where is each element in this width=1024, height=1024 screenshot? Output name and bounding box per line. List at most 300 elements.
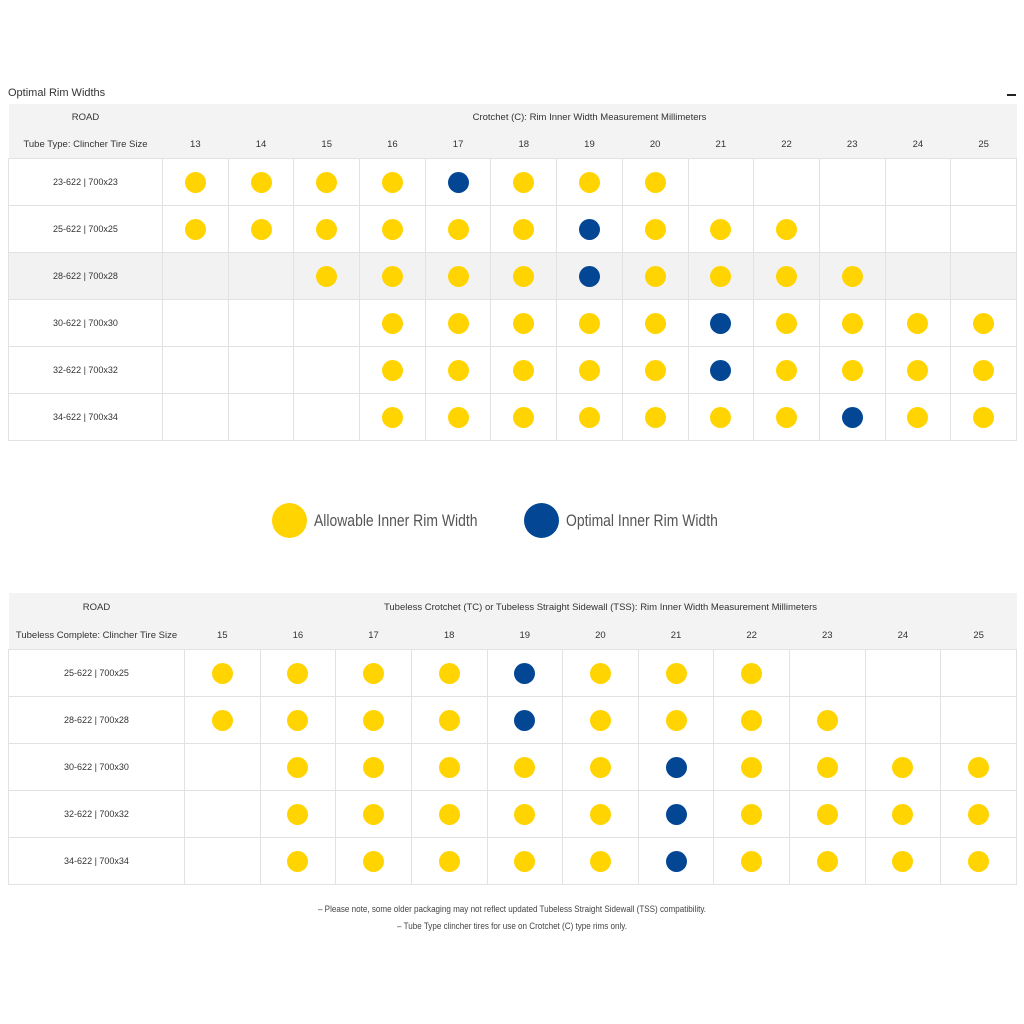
compat-cell bbox=[622, 347, 688, 394]
allowable-dot-icon bbox=[907, 360, 928, 381]
optimal-dot-icon bbox=[524, 503, 559, 538]
compat-cell bbox=[557, 394, 623, 441]
allowable-dot-icon bbox=[439, 851, 460, 872]
compat-cell bbox=[638, 697, 714, 744]
table-row bbox=[9, 394, 1017, 441]
allowable-dot-icon bbox=[448, 360, 469, 381]
rim-width-column-header: 21 bbox=[638, 621, 714, 650]
compat-cell bbox=[411, 838, 487, 885]
compat-cell bbox=[487, 650, 563, 697]
rim-width-column-header: 25 bbox=[941, 621, 1017, 650]
allowable-dot-icon bbox=[272, 503, 307, 538]
allowable-dot-icon bbox=[316, 172, 337, 193]
allowable-dot-icon bbox=[645, 172, 666, 193]
compat-cell bbox=[425, 206, 491, 253]
compat-cell bbox=[411, 744, 487, 791]
table-corner-label: ROAD bbox=[9, 593, 185, 621]
compat-cell bbox=[941, 650, 1017, 697]
compat-cell bbox=[563, 791, 639, 838]
rim-width-column-header: 16 bbox=[360, 131, 426, 159]
compat-cell bbox=[425, 347, 491, 394]
rim-width-column-header: 22 bbox=[754, 131, 820, 159]
compat-cell bbox=[951, 347, 1017, 394]
allowable-dot-icon bbox=[579, 407, 600, 428]
allowable-dot-icon bbox=[287, 710, 308, 731]
optimal-dot-icon bbox=[710, 313, 731, 334]
compat-cell bbox=[638, 838, 714, 885]
table-header-row bbox=[9, 593, 1017, 621]
allowable-dot-icon bbox=[287, 663, 308, 684]
allowable-dot-icon bbox=[590, 851, 611, 872]
compat-cell bbox=[865, 697, 941, 744]
optimal-dot-icon bbox=[666, 804, 687, 825]
compat-cell bbox=[819, 159, 885, 206]
allowable-dot-icon bbox=[645, 407, 666, 428]
allowable-dot-icon bbox=[513, 266, 534, 287]
table-row bbox=[9, 206, 1017, 253]
allowable-dot-icon bbox=[968, 757, 989, 778]
allowable-dot-icon bbox=[666, 663, 687, 684]
allowable-dot-icon bbox=[892, 757, 913, 778]
allowable-dot-icon bbox=[776, 266, 797, 287]
compat-cell bbox=[557, 206, 623, 253]
compat-cell bbox=[563, 650, 639, 697]
optimal-dot-icon bbox=[514, 710, 535, 731]
compat-cell bbox=[360, 394, 426, 441]
optimal-dot-icon bbox=[448, 172, 469, 193]
rim-width-column-header: 19 bbox=[557, 131, 623, 159]
compat-cell bbox=[951, 300, 1017, 347]
compat-cell bbox=[294, 394, 360, 441]
rim-width-column-header: 18 bbox=[411, 621, 487, 650]
allowable-dot-icon bbox=[710, 219, 731, 240]
compat-cell bbox=[951, 253, 1017, 300]
allowable-dot-icon bbox=[448, 219, 469, 240]
allowable-dot-icon bbox=[710, 407, 731, 428]
allowable-dot-icon bbox=[514, 757, 535, 778]
compat-cell bbox=[714, 791, 790, 838]
compat-cell bbox=[557, 300, 623, 347]
footnote: – Please note, some older packaging may not reflect updated Tubeless Straight Sidewall (TSS) compatibility. bbox=[317, 904, 707, 915]
rim-width-column-header: 24 bbox=[885, 131, 951, 159]
legend-label-optimal: Optimal Inner Rim Width bbox=[566, 511, 718, 530]
compat-cell bbox=[491, 347, 557, 394]
allowable-dot-icon bbox=[287, 851, 308, 872]
allowable-dot-icon bbox=[776, 407, 797, 428]
compat-cell bbox=[260, 650, 336, 697]
compat-cell bbox=[228, 206, 294, 253]
compat-cell bbox=[163, 206, 229, 253]
compat-cell bbox=[260, 744, 336, 791]
allowable-dot-icon bbox=[316, 219, 337, 240]
optimal-dot-icon bbox=[579, 219, 600, 240]
allowable-dot-icon bbox=[514, 804, 535, 825]
compat-cell bbox=[688, 159, 754, 206]
compat-cell bbox=[425, 300, 491, 347]
allowable-dot-icon bbox=[842, 313, 863, 334]
compat-cell bbox=[638, 744, 714, 791]
compat-cell bbox=[790, 791, 866, 838]
table-row bbox=[9, 650, 1017, 697]
compat-cell bbox=[714, 838, 790, 885]
compat-cell bbox=[487, 838, 563, 885]
compat-cell bbox=[557, 253, 623, 300]
compat-cell bbox=[360, 159, 426, 206]
table-row bbox=[9, 697, 1017, 744]
tire-size-column-header: Tubeless Complete: Clincher Tire Size bbox=[9, 621, 185, 650]
rim-width-column-header: 23 bbox=[819, 131, 885, 159]
allowable-dot-icon bbox=[710, 266, 731, 287]
compat-cell bbox=[622, 300, 688, 347]
allowable-dot-icon bbox=[448, 313, 469, 334]
allowable-dot-icon bbox=[817, 710, 838, 731]
allowable-dot-icon bbox=[741, 851, 762, 872]
allowable-dot-icon bbox=[741, 757, 762, 778]
compat-cell bbox=[865, 791, 941, 838]
compat-cell bbox=[360, 347, 426, 394]
compat-cell bbox=[885, 300, 951, 347]
compat-cell bbox=[865, 838, 941, 885]
allowable-dot-icon bbox=[185, 172, 206, 193]
tire-size-label: 34-622 | 700x34 bbox=[9, 394, 163, 441]
tire-size-label: 25-622 | 700x25 bbox=[9, 650, 185, 697]
legend bbox=[0, 503, 1024, 539]
compat-cell bbox=[563, 744, 639, 791]
rim-width-column-header: 25 bbox=[951, 131, 1017, 159]
allowable-dot-icon bbox=[645, 360, 666, 381]
tire-size-label: 25-622 | 700x25 bbox=[9, 206, 163, 253]
compat-cell bbox=[185, 791, 261, 838]
allowable-dot-icon bbox=[907, 313, 928, 334]
compat-cell bbox=[228, 159, 294, 206]
tire-size-label: 34-622 | 700x34 bbox=[9, 838, 185, 885]
allowable-dot-icon bbox=[579, 172, 600, 193]
compat-cell bbox=[638, 650, 714, 697]
compat-cell bbox=[185, 744, 261, 791]
allowable-dot-icon bbox=[513, 360, 534, 381]
allowable-dot-icon bbox=[579, 313, 600, 334]
compat-cell bbox=[557, 159, 623, 206]
allowable-dot-icon bbox=[776, 313, 797, 334]
compat-cell bbox=[491, 206, 557, 253]
footnote: – Tube Type clincher tires for use on Crotchet (C) type rims only. bbox=[397, 921, 627, 932]
footnotes bbox=[0, 901, 1024, 935]
compat-cell bbox=[491, 253, 557, 300]
allowable-dot-icon bbox=[382, 172, 403, 193]
allowable-dot-icon bbox=[973, 360, 994, 381]
compat-cell bbox=[425, 253, 491, 300]
table-row bbox=[9, 159, 1017, 206]
optimal-dot-icon bbox=[666, 757, 687, 778]
rim-width-column-header: 14 bbox=[228, 131, 294, 159]
allowable-dot-icon bbox=[287, 804, 308, 825]
allowable-dot-icon bbox=[968, 804, 989, 825]
optimal-dot-icon bbox=[842, 407, 863, 428]
compat-cell bbox=[754, 300, 820, 347]
compat-cell bbox=[714, 697, 790, 744]
allowable-dot-icon bbox=[817, 804, 838, 825]
compat-cell bbox=[411, 791, 487, 838]
table-row bbox=[9, 300, 1017, 347]
table-row bbox=[9, 838, 1017, 885]
compat-cell bbox=[360, 206, 426, 253]
table-row bbox=[9, 347, 1017, 394]
compat-cell bbox=[491, 394, 557, 441]
allowable-dot-icon bbox=[363, 757, 384, 778]
allowable-dot-icon bbox=[645, 313, 666, 334]
allowable-dot-icon bbox=[363, 851, 384, 872]
allowable-dot-icon bbox=[251, 172, 272, 193]
table-row bbox=[9, 744, 1017, 791]
compat-cell bbox=[941, 697, 1017, 744]
rim-width-column-header: 17 bbox=[336, 621, 412, 650]
compat-cell bbox=[294, 300, 360, 347]
tire-size-label: 23-622 | 700x23 bbox=[9, 159, 163, 206]
tire-size-label: 32-622 | 700x32 bbox=[9, 791, 185, 838]
tire-size-label: 28-622 | 700x28 bbox=[9, 253, 163, 300]
collapse-minus-icon[interactable] bbox=[1007, 94, 1016, 96]
allowable-dot-icon bbox=[439, 757, 460, 778]
compat-cell bbox=[951, 206, 1017, 253]
allowable-dot-icon bbox=[590, 710, 611, 731]
compat-cell bbox=[754, 206, 820, 253]
allowable-dot-icon bbox=[892, 851, 913, 872]
compat-cell bbox=[294, 206, 360, 253]
allowable-dot-icon bbox=[741, 710, 762, 731]
allowable-dot-icon bbox=[363, 804, 384, 825]
allowable-dot-icon bbox=[776, 219, 797, 240]
compat-cell bbox=[688, 206, 754, 253]
compat-cell bbox=[819, 394, 885, 441]
allowable-dot-icon bbox=[439, 663, 460, 684]
compat-cell bbox=[638, 791, 714, 838]
allowable-dot-icon bbox=[513, 313, 534, 334]
compat-cell bbox=[487, 791, 563, 838]
compat-cell bbox=[294, 253, 360, 300]
rim-width-group-header: Tubeless Crotchet (TC) or Tubeless Straight Sidewall (TSS): Rim Inner Width Measurement Millimeters bbox=[185, 593, 1017, 621]
compat-cell bbox=[688, 347, 754, 394]
allowable-dot-icon bbox=[973, 313, 994, 334]
compat-cell bbox=[754, 394, 820, 441]
compat-cell bbox=[885, 159, 951, 206]
allowable-dot-icon bbox=[907, 407, 928, 428]
compat-cell bbox=[790, 838, 866, 885]
allowable-dot-icon bbox=[363, 663, 384, 684]
allowable-dot-icon bbox=[513, 172, 534, 193]
rim-width-column-header: 20 bbox=[563, 621, 639, 650]
rim-width-column-header: 22 bbox=[714, 621, 790, 650]
compat-cell bbox=[819, 253, 885, 300]
allowable-dot-icon bbox=[448, 407, 469, 428]
rim-width-column-header: 23 bbox=[790, 621, 866, 650]
compat-cell bbox=[563, 697, 639, 744]
compat-cell bbox=[228, 347, 294, 394]
allowable-dot-icon bbox=[382, 313, 403, 334]
compat-cell bbox=[865, 744, 941, 791]
tire-size-label: 30-622 | 700x30 bbox=[9, 744, 185, 791]
compat-cell bbox=[491, 300, 557, 347]
compat-cell bbox=[185, 650, 261, 697]
table-header-row bbox=[9, 104, 1017, 131]
column-header-row bbox=[9, 621, 1017, 650]
compat-cell bbox=[885, 394, 951, 441]
compat-cell bbox=[622, 253, 688, 300]
compat-cell bbox=[487, 744, 563, 791]
compat-cell bbox=[425, 394, 491, 441]
section-title: Optimal Rim Widths bbox=[8, 87, 106, 99]
rim-width-column-header: 24 bbox=[865, 621, 941, 650]
compat-cell bbox=[360, 300, 426, 347]
allowable-dot-icon bbox=[741, 804, 762, 825]
allowable-dot-icon bbox=[590, 757, 611, 778]
compat-cell bbox=[563, 838, 639, 885]
tube-type-compat-table bbox=[8, 104, 1017, 441]
tubeless-compat-table bbox=[8, 593, 1017, 885]
allowable-dot-icon bbox=[741, 663, 762, 684]
allowable-dot-icon bbox=[185, 219, 206, 240]
compat-cell bbox=[688, 253, 754, 300]
allowable-dot-icon bbox=[842, 360, 863, 381]
allowable-dot-icon bbox=[776, 360, 797, 381]
compat-cell bbox=[688, 300, 754, 347]
allowable-dot-icon bbox=[382, 407, 403, 428]
compat-cell bbox=[163, 394, 229, 441]
compat-cell bbox=[260, 791, 336, 838]
rim-width-group-header: Crotchet (C): Rim Inner Width Measurement Millimeters bbox=[163, 104, 1017, 131]
allowable-dot-icon bbox=[251, 219, 272, 240]
optimal-dot-icon bbox=[710, 360, 731, 381]
optimal-dot-icon bbox=[666, 851, 687, 872]
compat-cell bbox=[941, 744, 1017, 791]
allowable-dot-icon bbox=[212, 663, 233, 684]
compat-cell bbox=[754, 159, 820, 206]
compat-cell bbox=[163, 347, 229, 394]
compat-cell bbox=[622, 394, 688, 441]
allowable-dot-icon bbox=[212, 710, 233, 731]
section-header[interactable] bbox=[8, 86, 1016, 104]
compat-cell bbox=[885, 206, 951, 253]
allowable-dot-icon bbox=[448, 266, 469, 287]
compat-cell bbox=[951, 394, 1017, 441]
allowable-dot-icon bbox=[439, 804, 460, 825]
allowable-dot-icon bbox=[645, 219, 666, 240]
tire-size-label: 30-622 | 700x30 bbox=[9, 300, 163, 347]
compat-cell bbox=[941, 791, 1017, 838]
column-header-row bbox=[9, 131, 1017, 159]
compat-cell bbox=[336, 697, 412, 744]
compat-cell bbox=[487, 697, 563, 744]
compat-cell bbox=[336, 838, 412, 885]
rim-width-column-header: 17 bbox=[425, 131, 491, 159]
rim-width-column-header: 15 bbox=[185, 621, 261, 650]
rim-width-column-header: 13 bbox=[163, 131, 229, 159]
allowable-dot-icon bbox=[817, 757, 838, 778]
allowable-dot-icon bbox=[382, 219, 403, 240]
rim-width-column-header: 20 bbox=[622, 131, 688, 159]
allowable-dot-icon bbox=[968, 851, 989, 872]
compat-cell bbox=[411, 650, 487, 697]
compat-cell bbox=[336, 650, 412, 697]
table-row bbox=[9, 791, 1017, 838]
allowable-dot-icon bbox=[316, 266, 337, 287]
allowable-dot-icon bbox=[973, 407, 994, 428]
compat-cell bbox=[336, 791, 412, 838]
compat-cell bbox=[819, 300, 885, 347]
compat-cell bbox=[425, 159, 491, 206]
compat-cell bbox=[714, 650, 790, 697]
compat-cell bbox=[885, 347, 951, 394]
optimal-dot-icon bbox=[579, 266, 600, 287]
allowable-dot-icon bbox=[287, 757, 308, 778]
compat-cell bbox=[885, 253, 951, 300]
compat-cell bbox=[790, 744, 866, 791]
allowable-dot-icon bbox=[579, 360, 600, 381]
rim-width-column-header: 15 bbox=[294, 131, 360, 159]
compat-cell bbox=[790, 650, 866, 697]
rim-width-column-header: 18 bbox=[491, 131, 557, 159]
allowable-dot-icon bbox=[817, 851, 838, 872]
compat-cell bbox=[163, 300, 229, 347]
compat-cell bbox=[622, 159, 688, 206]
compat-cell bbox=[411, 697, 487, 744]
optimal-dot-icon bbox=[514, 663, 535, 684]
compat-cell bbox=[819, 206, 885, 253]
compat-cell bbox=[754, 253, 820, 300]
table-row bbox=[9, 253, 1017, 300]
compat-cell bbox=[185, 838, 261, 885]
allowable-dot-icon bbox=[842, 266, 863, 287]
allowable-dot-icon bbox=[363, 710, 384, 731]
compat-cell bbox=[622, 206, 688, 253]
allowable-dot-icon bbox=[666, 710, 687, 731]
rim-width-column-header: 19 bbox=[487, 621, 563, 650]
compat-cell bbox=[228, 253, 294, 300]
tire-size-column-header: Tube Type: Clincher Tire Size bbox=[9, 131, 163, 159]
rim-width-column-header: 16 bbox=[260, 621, 336, 650]
compat-cell bbox=[865, 650, 941, 697]
tire-size-label: 32-622 | 700x32 bbox=[9, 347, 163, 394]
table-corner-label: ROAD bbox=[9, 104, 163, 131]
allowable-dot-icon bbox=[590, 804, 611, 825]
compat-cell bbox=[228, 300, 294, 347]
compat-cell bbox=[163, 253, 229, 300]
compat-cell bbox=[819, 347, 885, 394]
compat-cell bbox=[951, 159, 1017, 206]
compat-cell bbox=[754, 347, 820, 394]
compat-cell bbox=[941, 838, 1017, 885]
compat-cell bbox=[294, 347, 360, 394]
compat-cell bbox=[336, 744, 412, 791]
allowable-dot-icon bbox=[439, 710, 460, 731]
allowable-dot-icon bbox=[382, 360, 403, 381]
rim-width-column-header: 21 bbox=[688, 131, 754, 159]
compat-cell bbox=[163, 159, 229, 206]
allowable-dot-icon bbox=[382, 266, 403, 287]
compat-cell bbox=[228, 394, 294, 441]
compat-cell bbox=[790, 697, 866, 744]
allowable-dot-icon bbox=[514, 851, 535, 872]
tire-size-label: 28-622 | 700x28 bbox=[9, 697, 185, 744]
compat-cell bbox=[260, 838, 336, 885]
compat-cell bbox=[688, 394, 754, 441]
compat-cell bbox=[185, 697, 261, 744]
legend-label-allowable: Allowable Inner Rim Width bbox=[314, 511, 478, 530]
allowable-dot-icon bbox=[892, 804, 913, 825]
allowable-dot-icon bbox=[513, 407, 534, 428]
allowable-dot-icon bbox=[645, 266, 666, 287]
compat-cell bbox=[491, 159, 557, 206]
allowable-dot-icon bbox=[513, 219, 534, 240]
